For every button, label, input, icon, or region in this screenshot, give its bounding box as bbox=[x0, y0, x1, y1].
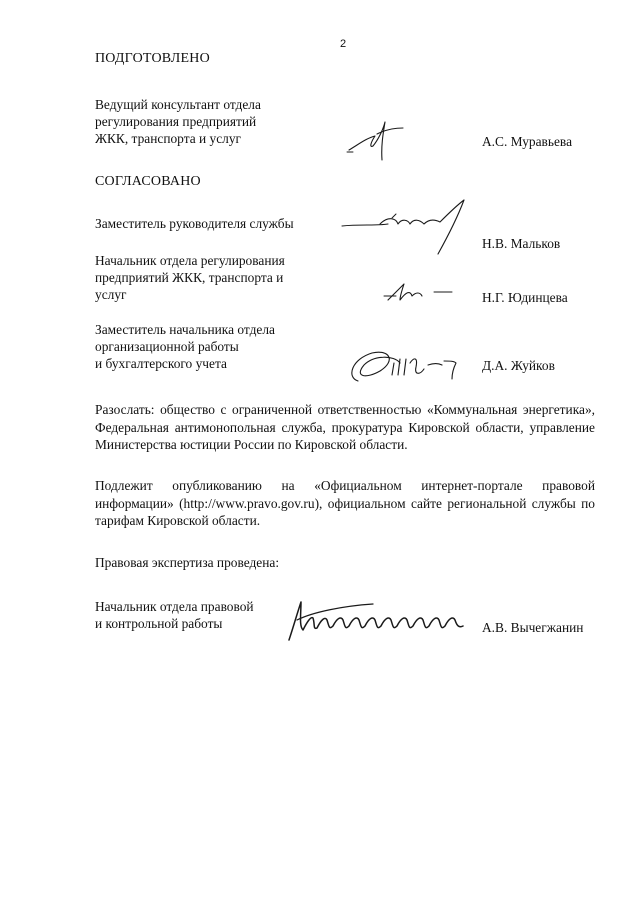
signer-name: Д.А. Жуйков bbox=[482, 358, 555, 373]
distribution-list: Разослать: общество с ограниченной ответственностью «Коммунальная энергетика», Федеральная антимонопольная служба, прокуратура Кировской области, управление Министерства юстиции России по Кировской области. bbox=[95, 402, 595, 452]
signer-position: Заместитель руководителя службы bbox=[95, 216, 294, 231]
legal-review-statement: Правовая экспертиза проведена: bbox=[95, 555, 280, 570]
publication-note: Подлежит опубликованию на «Официальном интернет-портале правовой информации» (http://www.pravo.gov.ru), официальном сайте региональной службы по тарифам Кировской области. bbox=[95, 478, 595, 528]
signature-muravyeva bbox=[345, 112, 415, 164]
signer-position: Заместитель начальника отдела организационной работы и бухгалтерского учета bbox=[95, 322, 275, 371]
legal-review-name: А.В. Вычегжанин bbox=[482, 620, 584, 635]
signer-position: Начальник отдела регулирования предприятий ЖКК, транспорта и услуг bbox=[95, 253, 285, 302]
prepared-heading: ПОДГОТОВЛЕНО bbox=[95, 51, 210, 66]
legal-review-position: Начальник отдела правовой и контрольной работы bbox=[95, 599, 254, 631]
signer-name: Н.Г. Юдинцева bbox=[482, 290, 568, 305]
prepared-position: Ведущий консультант отдела регулирования предприятий ЖКК, транспорта и услуг bbox=[95, 97, 261, 146]
signature-vychegzhanin bbox=[283, 596, 468, 644]
signature-yudintseva bbox=[382, 278, 462, 308]
page-number: 2 bbox=[340, 38, 347, 50]
signature-malkov bbox=[340, 196, 475, 260]
agreed-heading: СОГЛАСОВАНО bbox=[95, 174, 201, 189]
signer-name: Н.В. Мальков bbox=[482, 236, 561, 251]
prepared-name: А.С. Муравьева bbox=[482, 134, 573, 149]
signature-zhuykov bbox=[344, 345, 469, 387]
